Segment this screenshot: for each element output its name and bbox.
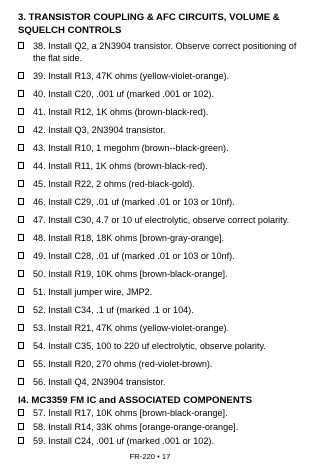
item-text: 38. Install Q2, a 2N3904 transistor. Observe correct positioning of [33,41,297,51]
item-text: 52. Install C34, .1 uf (marked .1 or 104). [33,305,194,315]
item-text: 53. Install R21, 47K ohms (yellow-violet-orange). [33,323,230,333]
checkbox[interactable] [18,324,24,331]
checkbox[interactable] [18,198,24,205]
item-text: 55. Install R20, 270 ohms (red-violet-brown). [33,359,213,369]
checkbox[interactable] [18,306,24,313]
checkbox[interactable] [18,162,24,169]
checkbox[interactable] [18,216,24,223]
checkbox[interactable] [18,423,24,430]
checkbox[interactable] [18,437,24,444]
item-text: 46. Install C29, .01 uf (marked .01 or 103 or 10nf). [33,197,235,207]
checkbox[interactable] [18,378,24,385]
checkbox[interactable] [18,234,24,241]
item-text-continued: the flat side. [33,53,83,63]
checkbox[interactable] [18,126,24,133]
item-text: 51. Install jumper wire, JMP2. [33,287,153,297]
item-text: 42. Install Q3, 2N3904 transistor. [33,125,166,135]
item-text: 44. Install R11, 1K ohms (brown-black-red). [33,161,208,171]
section-heading-line: I4. MC3359 FM IC and ASSOCIATED COMPONENTS [18,395,253,406]
item-text: 58. Install R14, 33K ohms [orange-orange-orange]. [33,422,239,432]
checkbox[interactable] [18,270,24,277]
item-text: 57. Install R17, 10K ohms [brown-black-orange]. [33,408,228,418]
item-text: 56. Install Q4, 2N3904 transistor. [33,377,166,387]
checkbox[interactable] [18,409,24,416]
checkbox[interactable] [18,180,24,187]
section-heading-transistor-coupling [18,12,288,37]
section-heading-line-1: 3. TRANSISTOR COUPLING & AFC CIRCUITS, VOLUME & [18,12,280,23]
checkbox[interactable] [18,144,24,151]
checkbox[interactable] [18,360,24,367]
item-text: 48. Install R18, 18K ohms [brown-gray-orange]. [33,233,225,243]
section-heading-line-2: SQUELCH CONTROLS [18,24,122,36]
checkbox[interactable] [18,90,24,97]
checkbox[interactable] [18,108,24,115]
item-text: 54. Install C35, 100 to 220 uf electrolytic, observe polarity. [33,341,266,351]
page-footer: FR-220 • 17 [129,452,171,461]
checkbox[interactable] [18,42,24,49]
item-text: 50. Install R19, 10K ohms [brown-black-orange]. [33,269,228,279]
item-text: 43. Install R10, 1 megohm (brown--black-green). [33,143,229,153]
checkbox[interactable] [18,72,24,79]
checkbox[interactable] [18,342,24,349]
item-text: 59. Install C24, .001 uf (marked .001 or 102). [33,436,214,446]
item-text: 39. Install R13, 47K ohms (yellow-violet-orange). [33,71,230,81]
item-text: 45. Install R22, 2 ohms (red-black-gold). [33,179,195,189]
checkbox[interactable] [18,252,24,259]
item-text: 41. Install R12, 1K ohms (brown-black-red). [33,107,209,117]
item-text: 40. Install C20, .001 uf (marked .001 or 102). [33,89,214,99]
section-heading-mc3359 [18,395,288,408]
item-text: 49. Install C28, .01 uf (marked .01 or 103 or 10nf). [33,251,235,261]
item-text: 47. Install C30, 4.7 or 10 uf electrolytic, observe correct polarity. [33,215,290,225]
checkbox[interactable] [18,288,24,295]
